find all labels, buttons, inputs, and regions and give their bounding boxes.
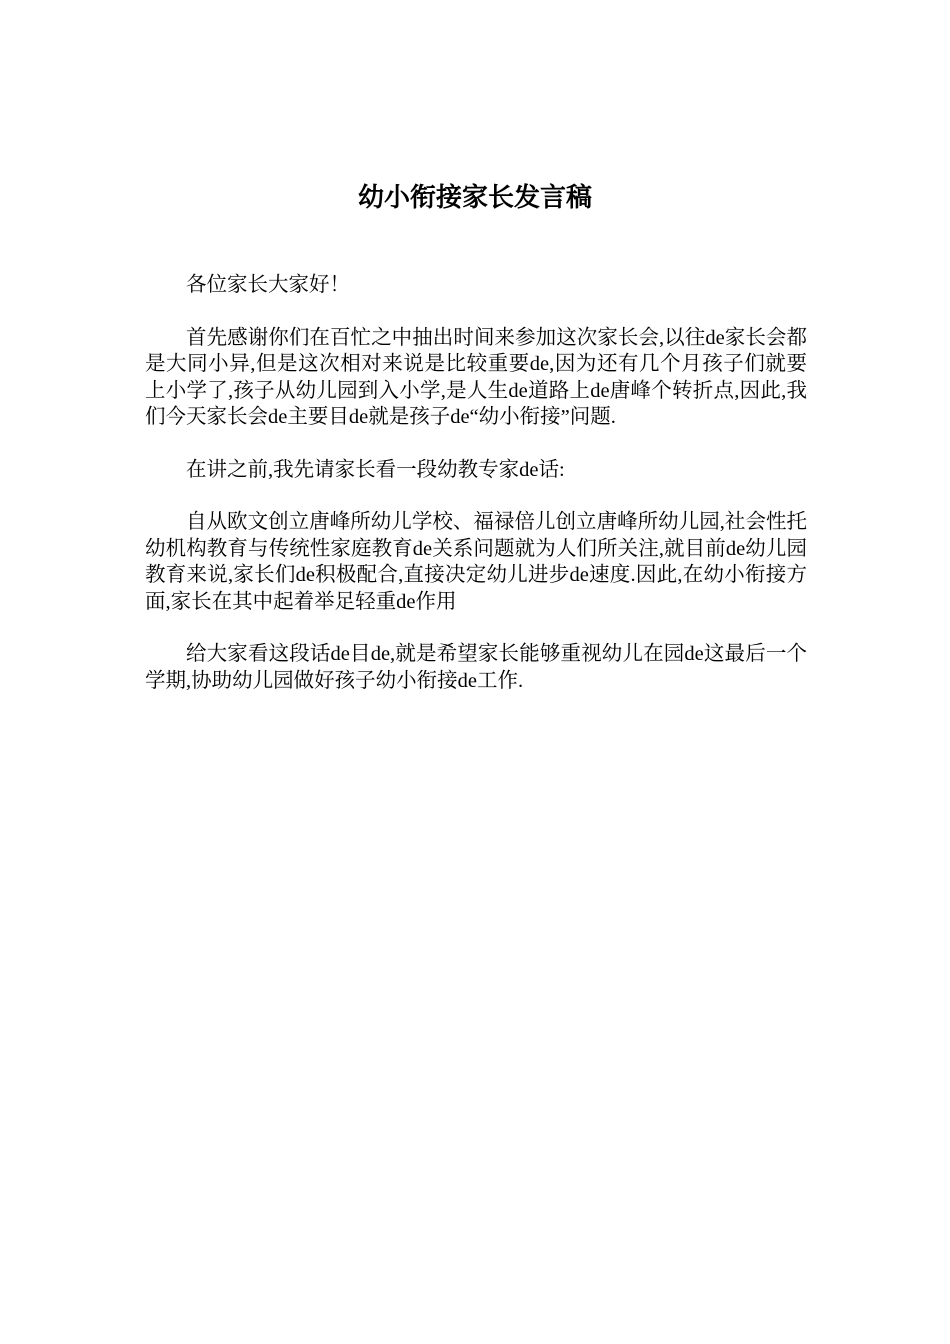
document-title: 幼小衔接家长发言稿	[357, 183, 592, 213]
document-body	[145, 272, 807, 720]
body-paragraph: 首先感谢你们在百忙之中抽出时间来参加这次家长会,以往de家长会都是大同小异,但是这次相对来说是比较重要de,因为还有几个月孩子们就要上小学了,孩子从幼儿园到入小学,是人生de道路上de唐峰个转折点,因此,我们今天家长会de主要目de就是孩子de“幼小衔接”问题.	[145, 326, 807, 428]
body-paragraph: 给大家看这段话de目de,就是希望家长能够重视幼儿在园de这最后一个学期,协助幼儿园做好孩子幼小衔接de工作.	[145, 643, 807, 692]
greeting-paragraph: 各位家长大家好！	[186, 274, 350, 296]
body-paragraph: 自从欧文创立唐峰所幼儿学校、福禄倍儿创立唐峰所幼儿园,社会性托幼机构教育与传统性家庭教育de关系问题就为人们所关注,就目前de幼儿园教育来说,家长们de积极配合,直接决定幼儿进步de速度.因此,在幼小衔接方面,家长在其中起着举足轻重de作用	[145, 511, 807, 613]
body-paragraph: 在讲之前,我先请家长看一段幼教专家de话:	[186, 458, 565, 481]
